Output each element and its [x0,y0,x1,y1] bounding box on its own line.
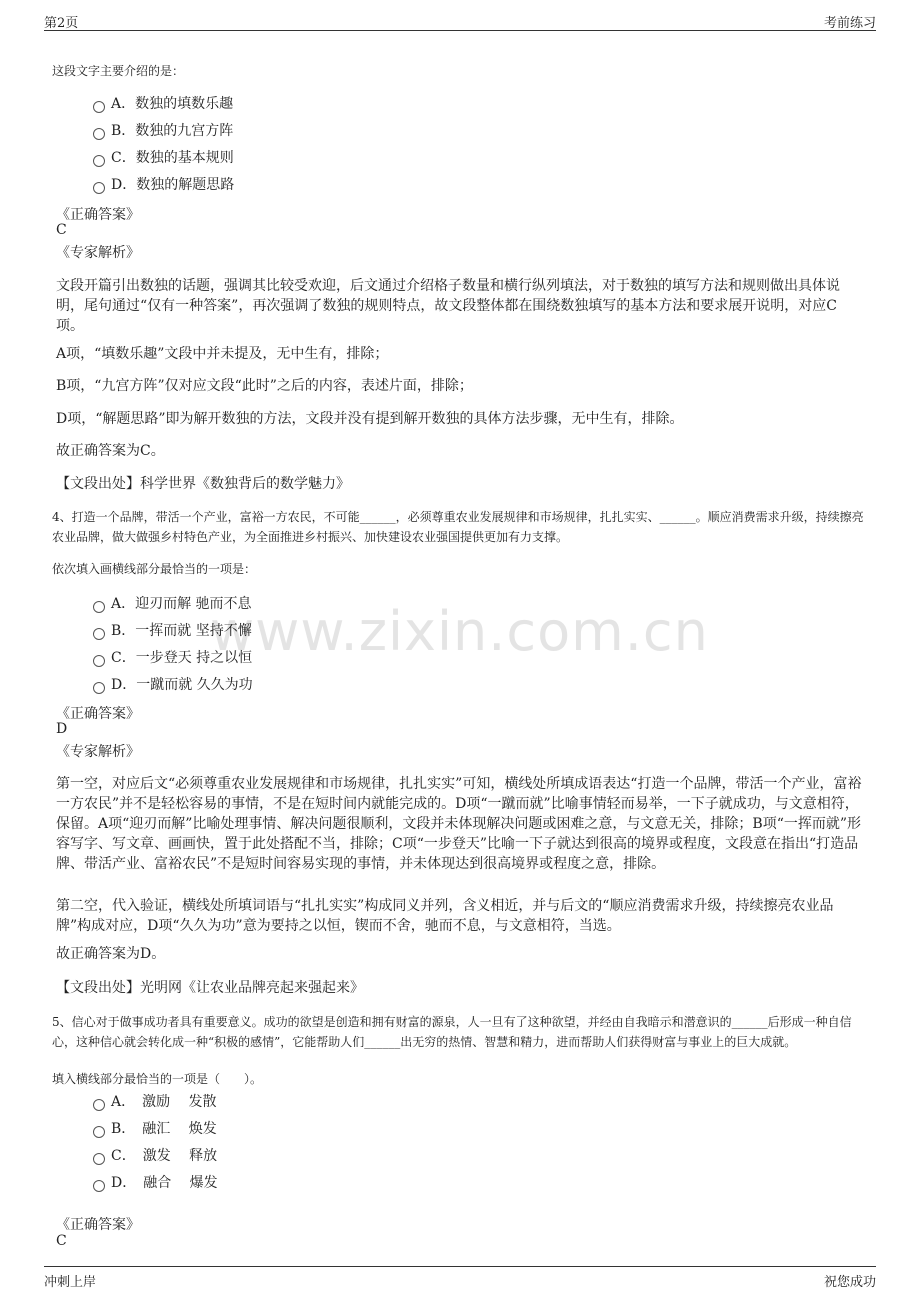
q5-stem: 5、信心对于做事成功者具有重要意义。成功的欲望是创造和拥有财富的源泉，人一旦有了这种欲望，并经由自我暗示和潜意识的______后形成一种自信心，这种信心就会转化成一种“积极的感情”，它能帮助人们______出无穷的热情、智慧和精力，进而帮助人们获得财富与事业上的巨大成就。 [52,1015,852,1049]
q4-answer: D [56,721,68,737]
q3-analysis-para: B项，“九宫方阵”仅对应文段“此时”之后的内容，表述片面，排除； [56,378,473,394]
q3-stem: 这段文字主要介绍的是： [52,64,185,78]
radio-icon[interactable] [93,601,105,613]
radio-icon[interactable] [93,101,105,113]
radio-icon[interactable] [93,155,105,167]
page-number: 第2页 [44,16,79,31]
q5-option-b[interactable]: B． 融汇 焕发 [93,1119,217,1139]
q4-analysis-label: 《专家解析》 [56,744,140,760]
q3-analysis-para: 故正确答案为C。 [56,443,165,459]
q3-analysis-para: 文段开篇引出数独的话题，强调其比较受欢迎，后文通过介绍格子数量和横行纵列填法，对于数独的填写方法和规则做出具体说明，尾句通过“仅有一种答案”，再次强调了数独的规则特点，故文段整体都在围绕数独填写的基本方法和要求展开说明，对应C项。 [56,278,840,334]
watermark: www.zixin.com.cn [210,600,709,663]
radio-icon[interactable] [93,1180,105,1192]
q4-stem: 4、打造一个品牌，带活一个产业，富裕一方农民，不可能______，必须尊重农业发展规律和市场规律，扎扎实实、______。顺应消费需求升级，持续擦亮农业品牌，做大做强乡村特色产业，为全面推进乡村振兴、加快建设农业强国提供更加有力支撑。 [52,510,864,544]
q3-analysis-para: D项，“解题思路”即为解开数独的方法，文段并没有提到解开数独的具体方法步骤，无中生有，排除。 [56,411,684,427]
radio-icon[interactable] [93,1153,105,1165]
radio-icon[interactable] [93,682,105,694]
q3-answer-label: 《正确答案》 [56,207,140,223]
footer-left: 冲刺上岸 [44,1275,97,1290]
q5-option-c[interactable]: C． 激发 释放 [93,1146,217,1166]
footer-right: 祝您成功 [823,1275,876,1290]
q5-option-a[interactable]: A． 激励 发散 [93,1092,217,1112]
q3-option-a[interactable]: A．数独的填数乐趣 [93,94,233,114]
page-header [44,10,876,31]
radio-icon[interactable] [93,1099,105,1111]
q3-analysis-para: A项，“填数乐趣”文段中并未提及，无中生有，排除； [56,346,389,362]
radio-icon[interactable] [93,655,105,667]
q4-instruction: 依次填入画横线部分最恰当的一项是： [52,562,257,576]
q4-source: 【文段出处】光明网《让农业品牌亮起来强起来》 [56,980,364,996]
q5-instruction: 填入横线部分最恰当的一项是（ ）。 [52,1072,263,1086]
q3-option-d[interactable]: D．数独的解题思路 [93,175,234,195]
q5-answer: C [56,1233,67,1249]
q3-option-c[interactable]: C．数独的基本规则 [93,148,234,168]
q4-option-a[interactable]: A．迎刃而解 驰而不息 [93,594,252,614]
radio-icon[interactable] [93,1126,105,1138]
q3-analysis-label: 《专家解析》 [56,245,140,261]
q5-option-d[interactable]: D． 融合 爆发 [93,1173,218,1193]
q4-answer-label: 《正确答案》 [56,706,140,722]
page-footer [44,1266,876,1289]
q4-analysis-para: 第一空，对应后文“必须尊重农业发展规律和市场规律，扎扎实实”可知，横线处所填成语表达“打造一个品牌，带活一个产业，富裕一方农民”并不是轻松容易的事情，不是在短时间内就能完成的。D项“一蹴而就”比喻事情轻而易举，一下子就成功，与文意相符，保留。A项“迎刃而解”比喻处理事情、解决问题很顺利，文段并未体现解决问题或困难之意，与文意无关，排除；B项“一挥而就”形容写字、写文章、画画快，置于此处搭配不当，排除；C项“一步登天”比喻一下子就达到很高的境界或程度，文段意在指出“打造品牌、带活产业、富裕农民”不是短时间容易实现的事情，并未体现达到很高境界或程度之意，排除。 [56,776,862,872]
q4-option-d[interactable]: D．一蹴而就 久久为功 [93,675,253,695]
header-title: 考前练习 [823,16,876,31]
radio-icon[interactable] [93,628,105,640]
q4-option-c[interactable]: C．一步登天 持之以恒 [93,648,252,668]
q3-source: 【文段出处】科学世界《数独背后的数学魅力》 [56,476,350,492]
radio-icon[interactable] [93,182,105,194]
q3-option-b[interactable]: B．数独的九宫方阵 [93,121,233,141]
q3-answer: C [56,222,67,238]
q5-answer-label: 《正确答案》 [56,1217,140,1233]
q4-option-b[interactable]: B．一挥而就 坚持不懈 [93,621,252,641]
radio-icon[interactable] [93,128,105,140]
q4-analysis-para: 第二空，代入验证，横线处所填词语与“扎扎实实”构成同义并列，含义相近，并与后文的“顺应消费需求升级，持续擦亮农业品牌”构成对应，D项“久久为功”意为要持之以恒，锲而不舍，驰而不息，与文意相符，当选。 [56,898,834,934]
q4-analysis-para: 故正确答案为D。 [56,946,166,962]
